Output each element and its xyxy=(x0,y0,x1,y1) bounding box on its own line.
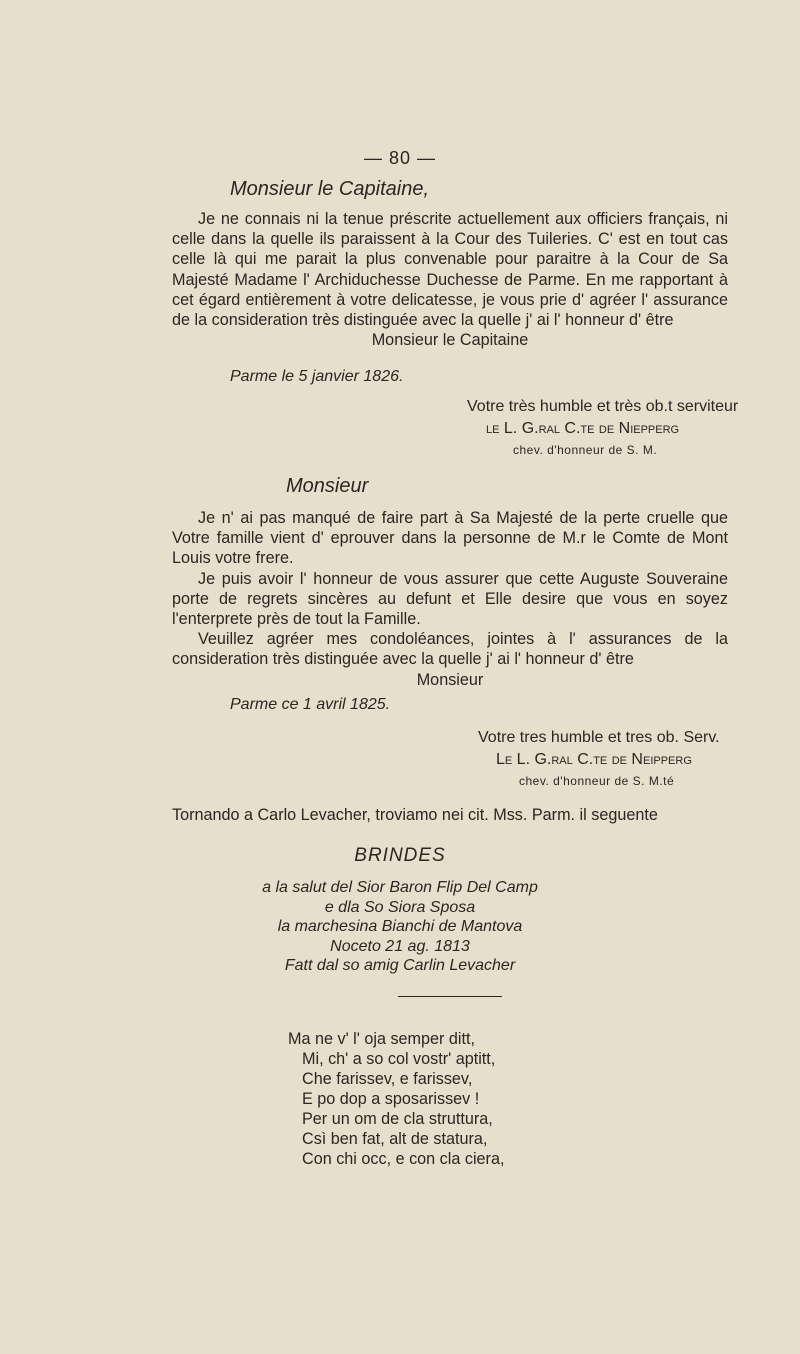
letter1-body xyxy=(172,209,728,350)
brindes-dedication xyxy=(0,878,800,976)
letter2-paragraph-1: Je n' ai pas manqué de faire part à Sa Majesté de la perte cruelle que Votre famille vient d' eprouver dans la personne de M.r le Comte de Mont Louis votre frere. xyxy=(172,509,728,568)
letter2-sign-name: Le L. G.ral C.te de Neipperg xyxy=(496,751,692,768)
verse-line-5: Per un om de cla struttura, xyxy=(302,1110,493,1128)
verse-line-2: Mi, ch' a so col vostr' aptitt, xyxy=(302,1050,496,1068)
verse-block xyxy=(288,1029,504,1169)
dedication-line-5: Fatt dal so amig Carlin Levacher xyxy=(284,957,516,975)
letter1-paragraph: Je ne connais ni la tenue préscrite actuellement aux officiers français, ni celle dans la quelle ils paraissent à la Cour des Tuileries. C' est en tout cas celle là qui me parait la plus convenable pour paraitre à la Cour de Sa Majesté Madame l' Archiduchesse Duchesse de Parme. En me rapportant à cet égard entièrement à votre delicatesse, je vous prie d' agréer l' assurance de la consideration très distinguée avec la quelle j' ai l' honneur d' être xyxy=(172,210,728,330)
verse-line-4: E po dop a sposarissev ! xyxy=(302,1090,480,1108)
dedication-line-3: la marchesina Bianchi de Mantova xyxy=(277,918,523,936)
letter1-date: Parme le 5 janvier 1826. xyxy=(230,368,404,385)
letter2-closing: Monsieur xyxy=(416,670,484,689)
dedication-line-1: a la salut del Sior Baron Flip Del Camp xyxy=(262,879,538,896)
letter2-salutation: Monsieur xyxy=(286,475,369,497)
verse-line-3: Che farissev, e farissev, xyxy=(302,1070,473,1088)
verse-line-6: Csì ben fat, alt de statura, xyxy=(302,1130,488,1148)
verse-line-1: Ma ne v' l' oja semper ditt, xyxy=(288,1030,476,1048)
letter1-sign-line1: Votre très humble et très ob.t serviteur xyxy=(467,398,739,415)
letter2-date: Parme ce 1 avril 1825. xyxy=(230,696,391,713)
verse-line-7: Con chi occ, e con cla ciera, xyxy=(302,1150,505,1168)
letter2-paragraph-3: Veuillez agréer mes condoléances, jointes à l' assurances de la consideration très distinguée avec la quelle j' ai l' honneur d' être xyxy=(172,630,728,669)
letter2-paragraph-2: Je puis avoir l' honneur de vous assurer que cette Auguste Souveraine porte de regrets sincères au defunt et Elle desire que vous en soyez l'enterprete près de tout la Famille. xyxy=(172,569,728,629)
letter2-sign-title: chev. d'honneur de S. M.té xyxy=(519,774,675,788)
page-number: — 80 — xyxy=(363,148,437,168)
letter1-salutation: Monsieur le Capitaine, xyxy=(230,178,429,200)
dedication-line-2: e dla So Siora Sposa xyxy=(324,898,476,916)
letter2-sign-line1: Votre tres humble et tres ob. Serv. xyxy=(478,729,720,746)
letter1-sign-name: le L. G.ral C.te de Niepperg xyxy=(486,420,680,437)
intro-text: Tornando a Carlo Levacher, troviamo nei cit. Mss. Parm. il seguente xyxy=(172,806,658,824)
letter1-sign-title: chev. d'honneur de S. M. xyxy=(513,443,658,457)
dedication-line-4: Noceto 21 ag. 1813 xyxy=(330,937,470,955)
section-divider xyxy=(398,996,502,997)
brindes-title: BRINDES xyxy=(354,845,446,866)
letter1-closing: Monsieur le Capitaine xyxy=(371,331,529,350)
letter2-body xyxy=(172,508,728,690)
